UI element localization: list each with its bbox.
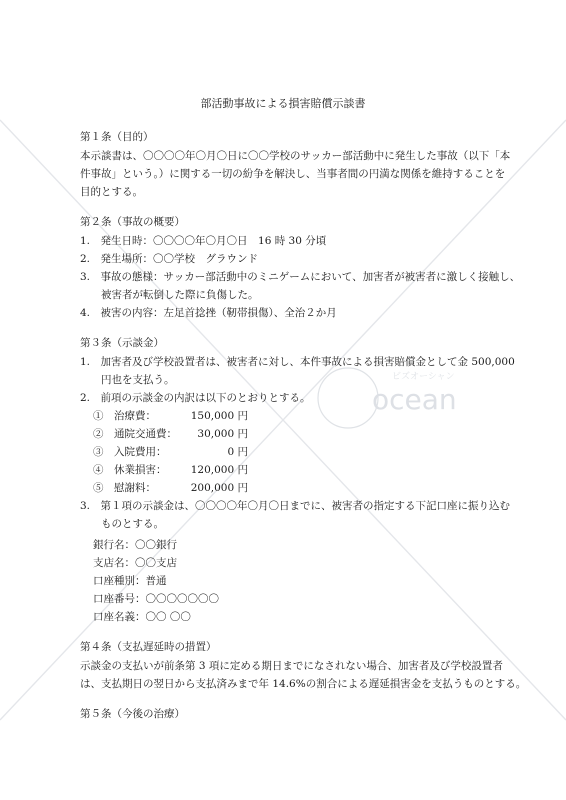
article-2-item: 4. 被害の内容：左足首捻挫（靭帯損傷）、全治２か月 xyxy=(80,307,337,319)
article-2-item: 2. 発生場所：〇〇学校 グラウンド xyxy=(80,253,259,265)
article-2-item: 1. 発生日時：〇〇〇〇年〇月〇日 16 時 30 分頃 xyxy=(80,235,327,247)
article-2-item: 被害者が転倒した際に負傷した。 xyxy=(80,289,259,301)
account-number: 口座番号：〇〇〇〇〇〇〇 xyxy=(93,593,219,605)
watermark-diagonal-line xyxy=(0,120,566,720)
breakdown-amount: 0 円 xyxy=(227,446,248,458)
breakdown-amount: 200,000 円 xyxy=(190,482,248,494)
article-3-heading: 第３条（示談金） xyxy=(80,337,164,349)
article-1-line: 本示談書は、〇〇〇〇年〇月〇日に〇〇学校のサッカー部活動中に発生した事故（以下「本 xyxy=(80,150,511,162)
breakdown-amount: 120,000 円 xyxy=(190,464,248,476)
article-4-line: 示談金の支払いが前条第 3 項に定める期日までになされない場合、加害者及び学校設置者 xyxy=(80,660,503,672)
article-5-heading: 第５条（今後の治療） xyxy=(80,708,185,720)
account-holder: 口座名義：〇〇 〇〇 xyxy=(93,611,191,623)
breakdown-label: ② 通院交通費： xyxy=(93,428,177,440)
article-2-item: 3. 事故の態様：サッカー部活動中のミニゲームにおいて、加害者が被害者に激しく接触し、 xyxy=(80,271,521,283)
breakdown-label: ④ 休業損害： xyxy=(93,464,167,476)
watermark-sub-text: ビズオーシャン xyxy=(392,372,455,382)
article-3-item: ものとする。 xyxy=(80,518,164,530)
breakdown-amount: 150,000 円 xyxy=(190,410,248,422)
watermark-logo-circle xyxy=(318,368,378,428)
watermark-main-text: ocean xyxy=(372,383,457,416)
breakdown-label: ③ 入院費用： xyxy=(93,446,167,458)
article-3-item: 円也を支払う。 xyxy=(80,374,175,386)
article-1-line: 件事故」という。）に関する一切の紛争を解決し、当事者間の円満な関係を維持することを xyxy=(80,168,506,180)
bank-name: 銀行名：〇〇銀行 xyxy=(93,539,177,551)
watermark-diagonal-line xyxy=(0,120,566,720)
article-3-item: 3. 第１項の示談金は、〇〇〇〇年〇月〇日までに、被害者の指定する下記口座に振り込む xyxy=(80,500,511,512)
article-1-heading: 第１条（目的） xyxy=(80,131,154,143)
article-4-line: は、支払期日の翌日から支払済みまで年 14.6%の割合による遅延損害金を支払うものとする。 xyxy=(80,678,527,690)
article-3-item: 2. 前項の示談金の内訳は以下のとおりとする。 xyxy=(80,392,311,404)
article-2-heading: 第２条（事故の概要） xyxy=(80,216,185,228)
article-1-line: 目的とする。 xyxy=(80,186,143,198)
branch-name: 支店名：〇〇支店 xyxy=(93,557,177,569)
breakdown-label: ⑤ 慰謝料： xyxy=(93,482,156,494)
account-type: 口座種別：普通 xyxy=(93,575,167,587)
breakdown-amount: 30,000 円 xyxy=(197,428,248,440)
article-4-heading: 第４条（支払遅延時の措置） xyxy=(80,641,217,653)
breakdown-label: ① 治療費： xyxy=(93,410,156,422)
article-3-item: 1. 加害者及び学校設置者は、被害者に対し、本件事故による損害賠償金として金 500,000 xyxy=(80,356,515,368)
document-title: 部活動事故による損害賠償示談書 xyxy=(200,97,366,110)
